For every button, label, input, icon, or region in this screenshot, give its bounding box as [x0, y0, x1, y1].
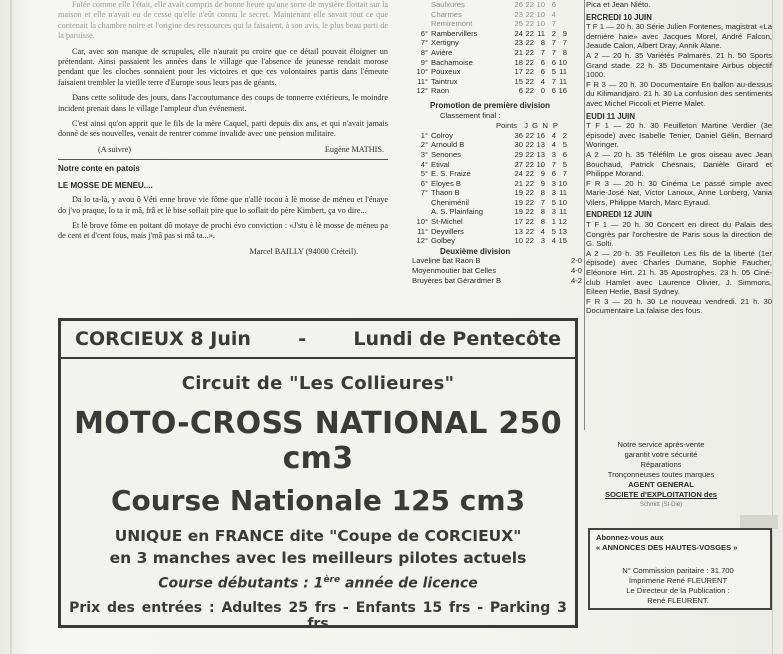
- team-name: Golbey: [431, 236, 456, 246]
- stat-value: 21: [514, 178, 523, 188]
- stat-value: 22: [525, 38, 534, 48]
- patois-author: Marcel BAILLY (94000 Créteil).: [249, 246, 358, 256]
- serial-author: Eugène MATHIS.: [324, 144, 384, 154]
- ad-debutants-sup: ère: [323, 575, 341, 585]
- stat-value: 10: [558, 197, 567, 207]
- team-name: E. S. Fraize: [431, 169, 471, 179]
- tv-program: Pica et Jean Niéto.: [586, 0, 651, 9]
- stat-value: 19: [514, 197, 523, 207]
- stat-value: 4: [540, 226, 545, 236]
- team-name: Charmes: [431, 9, 462, 19]
- standings-row: [412, 198, 582, 208]
- stat-value: 11: [559, 188, 567, 198]
- second-div-title: Deuxième division: [440, 246, 511, 256]
- motocross-ad: [58, 318, 578, 632]
- standings-row: [412, 86, 582, 96]
- stat-value: 4: [551, 9, 556, 19]
- stat-value: 13: [536, 140, 545, 150]
- rank: 7°: [420, 188, 428, 198]
- stat-value: 22: [525, 57, 534, 67]
- tv-day-heading: EUDI 11 JUIN: [586, 111, 635, 121]
- stat-value: 13: [558, 226, 567, 236]
- stat-value: 6: [540, 57, 545, 67]
- stat-value: 13: [514, 226, 523, 236]
- result-text: Bruyères bat Gérardmer B: [412, 275, 502, 285]
- stat-value: 6: [551, 0, 556, 9]
- tv-program: T F 1 — 20 h. 30 Feuilleton Martine Verdier (3e épisode) avec Isabelle Tenier, Daniel Gélin, Bernard Woringer.: [586, 121, 772, 150]
- stat-value: 10: [558, 178, 567, 188]
- stat-value: 17: [514, 217, 523, 227]
- stat-value: 10: [558, 57, 567, 67]
- subscribe-line: « ANNONCES DES HAUTES-VOSGES »: [596, 543, 738, 552]
- team-name: Colroy: [431, 130, 453, 140]
- patois-story-title: LE MOSSE DE MENEU....: [58, 180, 153, 190]
- standings-row: [412, 236, 582, 246]
- stat-value: 22: [525, 207, 534, 217]
- stat-value: 23: [514, 9, 523, 19]
- serial-column: [58, 0, 388, 257]
- col-header: Points: [496, 121, 518, 131]
- stat-value: 22: [525, 217, 534, 227]
- team-name: A. S. Plainfaing: [431, 207, 483, 217]
- stat-value: 2: [551, 28, 556, 38]
- stat-value: 10: [536, 159, 545, 169]
- ad-header-sep: -: [298, 328, 307, 350]
- stat-value: 25: [514, 19, 523, 29]
- stat-value: 13: [536, 149, 545, 159]
- stat-value: 22: [525, 9, 534, 19]
- result-text: Laveline bat Raon B: [412, 256, 481, 266]
- stat-value: 15: [558, 236, 567, 246]
- result-score: 4-0: [571, 266, 582, 276]
- to-follow: (A suivre): [98, 144, 131, 154]
- stat-value: 5: [551, 67, 556, 77]
- team-name: Senones: [431, 149, 461, 159]
- stat-value: 22: [525, 0, 534, 9]
- stat-value: 5: [551, 226, 556, 236]
- rank: 11°: [417, 76, 428, 86]
- stat-value: 22: [525, 149, 534, 159]
- service-line: Schmitt (St-Dié): [639, 502, 683, 508]
- stat-value: 4: [551, 236, 556, 246]
- team-name: Cheniménil: [431, 197, 469, 207]
- stat-value: 3: [551, 149, 556, 159]
- stat-value: 16: [536, 130, 545, 140]
- imprint-line: René FLEURENT.: [647, 596, 709, 605]
- ad-manches: en 3 manches avec les meilleurs pilotes actuels: [109, 549, 527, 567]
- stat-value: 10: [536, 0, 545, 9]
- standings-promo: [412, 131, 582, 246]
- stat-value: 22: [525, 130, 534, 140]
- tv-program: A 2 — 20 h. 35 Variétés Palmarès. 21 h. 50 Sports Grand stade. 22 h. 35 Documentaire Airbus objectif 1000.: [586, 50, 772, 80]
- tv-program: T F 1 — 20 h. 30 Série Julien Fontenes, magistrat «La dernière haie» avec Jacques Morel, André Falcon, Jeaude Calon, Albert Dray, Annik Alane.: [586, 22, 772, 51]
- stat-value: 29: [514, 149, 523, 159]
- imprint-line: Le Directeur de la Publication :: [626, 586, 730, 595]
- service-line: garantit votre sécurité: [624, 450, 698, 459]
- team-name: Bachamoise: [431, 57, 473, 67]
- col-header: G: [532, 121, 538, 131]
- patois-section-title: Notre conte en patois: [58, 164, 140, 174]
- stat-value: 9: [540, 169, 545, 179]
- stat-value: 11: [559, 76, 567, 86]
- col-header: N: [542, 121, 548, 131]
- stat-value: 6: [551, 86, 556, 96]
- standings-row: [412, 169, 582, 179]
- imprint-line: N° Commission paritaire : 31.700: [622, 566, 734, 575]
- ad-prices: Prix des entrées : Adultes 25 frs - Enfants 15 frs - Parking 3 frs: [69, 599, 567, 632]
- final-label: Classement final :: [440, 110, 501, 120]
- result-score: 4-2: [571, 275, 582, 285]
- tv-program: F R 3 — 20 h. 30 Documentaire En ballon au-dessus du Kilimandjaro. 21 h. 30 La confusion des sentiments avec Michel Piccoli et Pierre Malet.: [586, 79, 772, 108]
- col-header: J: [524, 121, 528, 131]
- stat-value: 15: [514, 76, 523, 86]
- stat-value: 10: [514, 236, 523, 246]
- team-name: Xertigny: [431, 38, 459, 48]
- standings-row: [412, 179, 582, 189]
- sports-column: [412, 0, 582, 285]
- stat-value: 22: [525, 188, 534, 198]
- service-line: AGENT GENERAL: [628, 480, 694, 489]
- tv-day-heading: ERCREDI 10 JUIN: [586, 12, 652, 22]
- stat-value: 7: [551, 159, 556, 169]
- stat-value: 6: [551, 169, 556, 179]
- rank: 10°: [416, 217, 428, 227]
- stat-value: 36: [514, 130, 523, 140]
- team-name: Deyvillers: [431, 226, 464, 236]
- tv-program: T F 1 — 20 h. 30 Concert en direct du Palais des Congrès par l'orchestre de Paris sous la direction de G. Solti.: [586, 220, 772, 249]
- stat-value: 8: [562, 47, 567, 57]
- stat-value: 24: [514, 169, 523, 179]
- ad-header: [61, 321, 575, 359]
- stat-value: 7: [551, 47, 556, 57]
- result-item: [412, 276, 582, 286]
- service-line: Notre service après-vente: [617, 440, 705, 449]
- tv-day-heading: ENDREDI 12 JUIN: [586, 210, 652, 220]
- ad-unique: UNIQUE en FRANCE dite "Coupe de CORCIEUX": [114, 527, 522, 545]
- stat-value: 24: [514, 28, 523, 38]
- rank: 5°: [420, 169, 428, 179]
- team-name: Eloyes B: [431, 178, 461, 188]
- stat-value: 22: [525, 178, 534, 188]
- stat-value: 11: [537, 28, 545, 38]
- patois-paragraph: Et lè brove fôme en poitant dô motaye de prochi évo conviction : «J'stu è lè mosse de méneu pa de cent et d'cent fous, mais j'mâ pas si mâ ta...».: [58, 220, 388, 241]
- stat-value: 7: [540, 197, 545, 207]
- stat-value: 11: [559, 67, 567, 77]
- subscribe-line: Abonnez-vous aux: [596, 533, 664, 542]
- stat-value: 22: [525, 47, 534, 57]
- rank: 6°: [420, 178, 428, 188]
- service-ad: [586, 440, 736, 510]
- stat-value: 3: [551, 178, 556, 188]
- stat-value: 7: [540, 47, 545, 57]
- stat-value: 8: [540, 217, 545, 227]
- stat-value: 22: [525, 86, 534, 96]
- tv-column: [586, 0, 772, 316]
- stat-value: 2: [562, 130, 567, 140]
- stat-value: 3: [551, 188, 556, 198]
- rank: 6°: [420, 28, 428, 38]
- stat-value: 22: [525, 19, 534, 29]
- rank: 3°: [420, 149, 428, 159]
- result-score: 2-0: [571, 256, 582, 266]
- stat-value: 8: [540, 38, 545, 48]
- stat-value: 11: [559, 207, 567, 217]
- team-name: Thaon B: [431, 188, 460, 198]
- stat-value: 10: [536, 9, 545, 19]
- team-name: St-Michel: [431, 217, 463, 227]
- divider: [58, 159, 388, 160]
- page-edge: [772, 0, 773, 654]
- stat-value: 26: [514, 0, 523, 9]
- stat-value: 4: [551, 130, 556, 140]
- stat-value: 22: [525, 197, 534, 207]
- stat-value: 22: [525, 76, 534, 86]
- stat-value: 8: [540, 207, 545, 217]
- ad-circuit: Circuit de "Les Collieures": [181, 373, 455, 394]
- tv-program: F R 3 — 20 h. 30 Cinéma Le passé simple avec Marie-José Nat, Victor Lanoux, Anne Lonberg, Vania Vilers, Philippe March, Marc Eyraud.: [586, 178, 772, 207]
- rank: 8°: [420, 47, 428, 57]
- stat-value: 22: [525, 140, 534, 150]
- rank: [412, 10, 431, 20]
- patois-paragraph: Da lo ta-là, y avou ô Véti enne brove vie fôme que n'allè tocou à lè mosse de méneu et l'énaye do j'vo praque, lo ta ir mâ, frâ et lè bise soflait pire que lo soflait do père Kimbert, ça vo dire...: [58, 195, 388, 215]
- results-list: [412, 256, 582, 285]
- standings-row: [412, 131, 582, 141]
- rank: [412, 198, 431, 208]
- column-divider: [584, 0, 585, 430]
- serial-paragraph: C'est ainsi qu'on apprit que le fils de la mère Caquel, parti depuis dix ans, et qui n'avait jamais donné de ses nouvelles, venait de rentrer comme invalide avec une pension militaire.: [58, 119, 388, 139]
- page-fold: [10, 0, 12, 654]
- standings-row: [412, 0, 582, 10]
- stat-value: 22: [525, 67, 534, 77]
- stat-value: 7: [562, 38, 567, 48]
- stat-value: 23: [514, 38, 523, 48]
- stat-value: 22: [525, 236, 534, 246]
- ad-debutants: [61, 575, 575, 592]
- stat-value: 21: [514, 47, 523, 57]
- team-name: Saulxures: [431, 0, 465, 9]
- team-name: Etival: [431, 159, 450, 169]
- stat-value: 6: [551, 57, 556, 67]
- rank: [412, 19, 431, 29]
- rank: [412, 0, 431, 10]
- stat-value: 0: [540, 86, 545, 96]
- col-header: P: [552, 121, 558, 131]
- standings-row: [412, 10, 582, 20]
- team-name: Avière: [431, 47, 453, 57]
- rank: [412, 207, 431, 217]
- stat-value: 22: [525, 226, 534, 236]
- stat-value: 9: [562, 28, 567, 38]
- stat-value: 22: [525, 159, 534, 169]
- rank: 10°: [416, 67, 428, 77]
- service-line: SOCIETE d'EXPLOITATION des: [604, 490, 718, 499]
- standings-row: [412, 188, 582, 198]
- stat-value: 7: [551, 19, 556, 29]
- result-item: [412, 266, 582, 276]
- promo-title: Promotion de première division: [430, 100, 551, 110]
- stat-value: 30: [514, 140, 523, 150]
- team-name: Arnould B: [431, 140, 465, 150]
- stat-value: 1: [551, 217, 556, 227]
- standings-row: [412, 150, 582, 160]
- standings-row: [412, 77, 582, 87]
- stat-value: 6: [540, 67, 545, 77]
- stat-value: 16: [558, 86, 567, 96]
- stat-value: 6: [562, 149, 567, 159]
- paper-shade: [740, 515, 778, 529]
- rank: 12°: [416, 86, 428, 96]
- rank: 2°: [420, 140, 428, 150]
- standings-row: [412, 29, 582, 39]
- standings-row: [412, 58, 582, 68]
- standings-row: [412, 140, 582, 150]
- stat-value: 4: [551, 140, 556, 150]
- team-name: Raon: [431, 86, 450, 96]
- serial-paragraph: Futée comme elle l'était, elle avait compris de bonne heure qu'une sorte de mystère flottait sur la maison et elle n'avait eu de cesse qu'elle n'eût connu le secret. Maintenant elle savait tout ce que contenait la chambre noire et l'origine des ressources qui la faisaient, à son avis, le plus beau parti de la paroisse.: [58, 0, 388, 41]
- stat-value: 5: [562, 140, 567, 150]
- stat-value: 19: [514, 188, 523, 198]
- rank: 11°: [417, 226, 428, 236]
- ad-motocross: MOTO-CROSS NATIONAL 250 cm3: [74, 406, 562, 476]
- stat-value: 19: [514, 207, 523, 217]
- stat-value: 10: [536, 19, 545, 29]
- stat-value: 7: [551, 76, 556, 86]
- standings-row: [412, 38, 582, 48]
- team-name: Pouxeux: [431, 67, 461, 77]
- stat-value: 18: [514, 57, 523, 67]
- tv-program: F R 3 — 20 h. 30 Le nouveau vendredi. 21 h. 30 Documentaire La falaise des fous.: [586, 296, 772, 316]
- standings-row: [412, 19, 582, 29]
- stat-value: 8: [540, 188, 545, 198]
- rank: 7°: [420, 38, 428, 48]
- ad-header-left: CORCIEUX 8 Juin: [75, 328, 251, 350]
- stat-value: 5: [551, 197, 556, 207]
- tv-program: A 2 — 20 h. 35 Feuilleton Les fils de la liberté (1er épisode) avec Charles Dumane, Sophie Faucher, Eléonore Hirt. 21 h. 35 Apostrophes. 23 h. 05 Ciné-club Hamlet avec Laurence Olivier, J. Simmons, Eileen Herlie, Basil Sydney.: [586, 248, 772, 297]
- stat-value: 4: [540, 76, 545, 86]
- stat-value: 17: [514, 67, 523, 77]
- standings-row: [412, 48, 582, 58]
- serial-signature: [98, 145, 384, 155]
- rank: 1°: [420, 130, 428, 140]
- result-text: Moyenmoutier bat Celles: [412, 266, 496, 276]
- standings-top: [412, 0, 582, 96]
- stat-value: 27: [514, 159, 523, 169]
- standings-row: [412, 217, 582, 227]
- standings-row: [412, 67, 582, 77]
- serial-paragraph: Car, avec son manque de scrupules, elle n'aurait pu croire que ce détail pouvait éloigner un prétendant. Ainsi passaient les années dans le village que l'absence de jeunesse rendait morose pendant que les cloches sonnaient pour les victoires et que ces volontaires partis dans l'émeute faisaient trembler la vieille terre d'Europe sous leurs pas de géants.: [58, 46, 388, 87]
- stat-value: 6: [518, 86, 523, 96]
- rank: 9°: [420, 57, 428, 67]
- service-line: Tronçonneuses toutes marques: [607, 470, 715, 479]
- ad-debutants-a: Course débutants : 1: [158, 575, 324, 592]
- standings-header: [412, 121, 582, 131]
- tv-program: A 2 — 20 h. 35 Téléfilm Le gros oiseau avec Jean Bouchaud, Patrick Chesnais, Danièle Girard et Philippe Morand.: [586, 149, 772, 179]
- team-name: Rambervillers: [431, 28, 478, 38]
- standings-row: [412, 227, 582, 237]
- stat-value: 7: [562, 169, 567, 179]
- stat-value: 22: [525, 169, 534, 179]
- team-name: Remiremont: [431, 19, 473, 29]
- stat-value: 22: [525, 28, 534, 38]
- rank: 4°: [420, 159, 428, 169]
- standings-row: [412, 207, 582, 217]
- serial-paragraph: Dans cette solitude des jours, dans l'accoutumance des coups de tonnerre extérieurs, le moindre incident prenait dans le village l'ampleur d'un événement.: [58, 93, 388, 113]
- stat-value: 3: [540, 236, 545, 246]
- ad-header-right: Lundi de Pentecôte: [353, 328, 561, 350]
- imprint-line: Imprimerie René FLEURENT: [628, 576, 728, 585]
- stat-value: 3: [551, 207, 556, 217]
- result-item: [412, 256, 582, 266]
- stat-value: 9: [540, 178, 545, 188]
- standings-row: [412, 160, 582, 170]
- rank: 12°: [416, 236, 428, 246]
- team-name: Taintrux: [431, 76, 458, 86]
- service-line: Réparations: [640, 460, 682, 469]
- ad-course: Course Nationale 125 cm3: [110, 484, 526, 517]
- ad-debutants-b: année de licence: [340, 575, 478, 592]
- imprint: [588, 566, 768, 606]
- stat-value: 7: [551, 38, 556, 48]
- stat-value: 5: [562, 159, 567, 169]
- stat-value: 12: [558, 217, 567, 227]
